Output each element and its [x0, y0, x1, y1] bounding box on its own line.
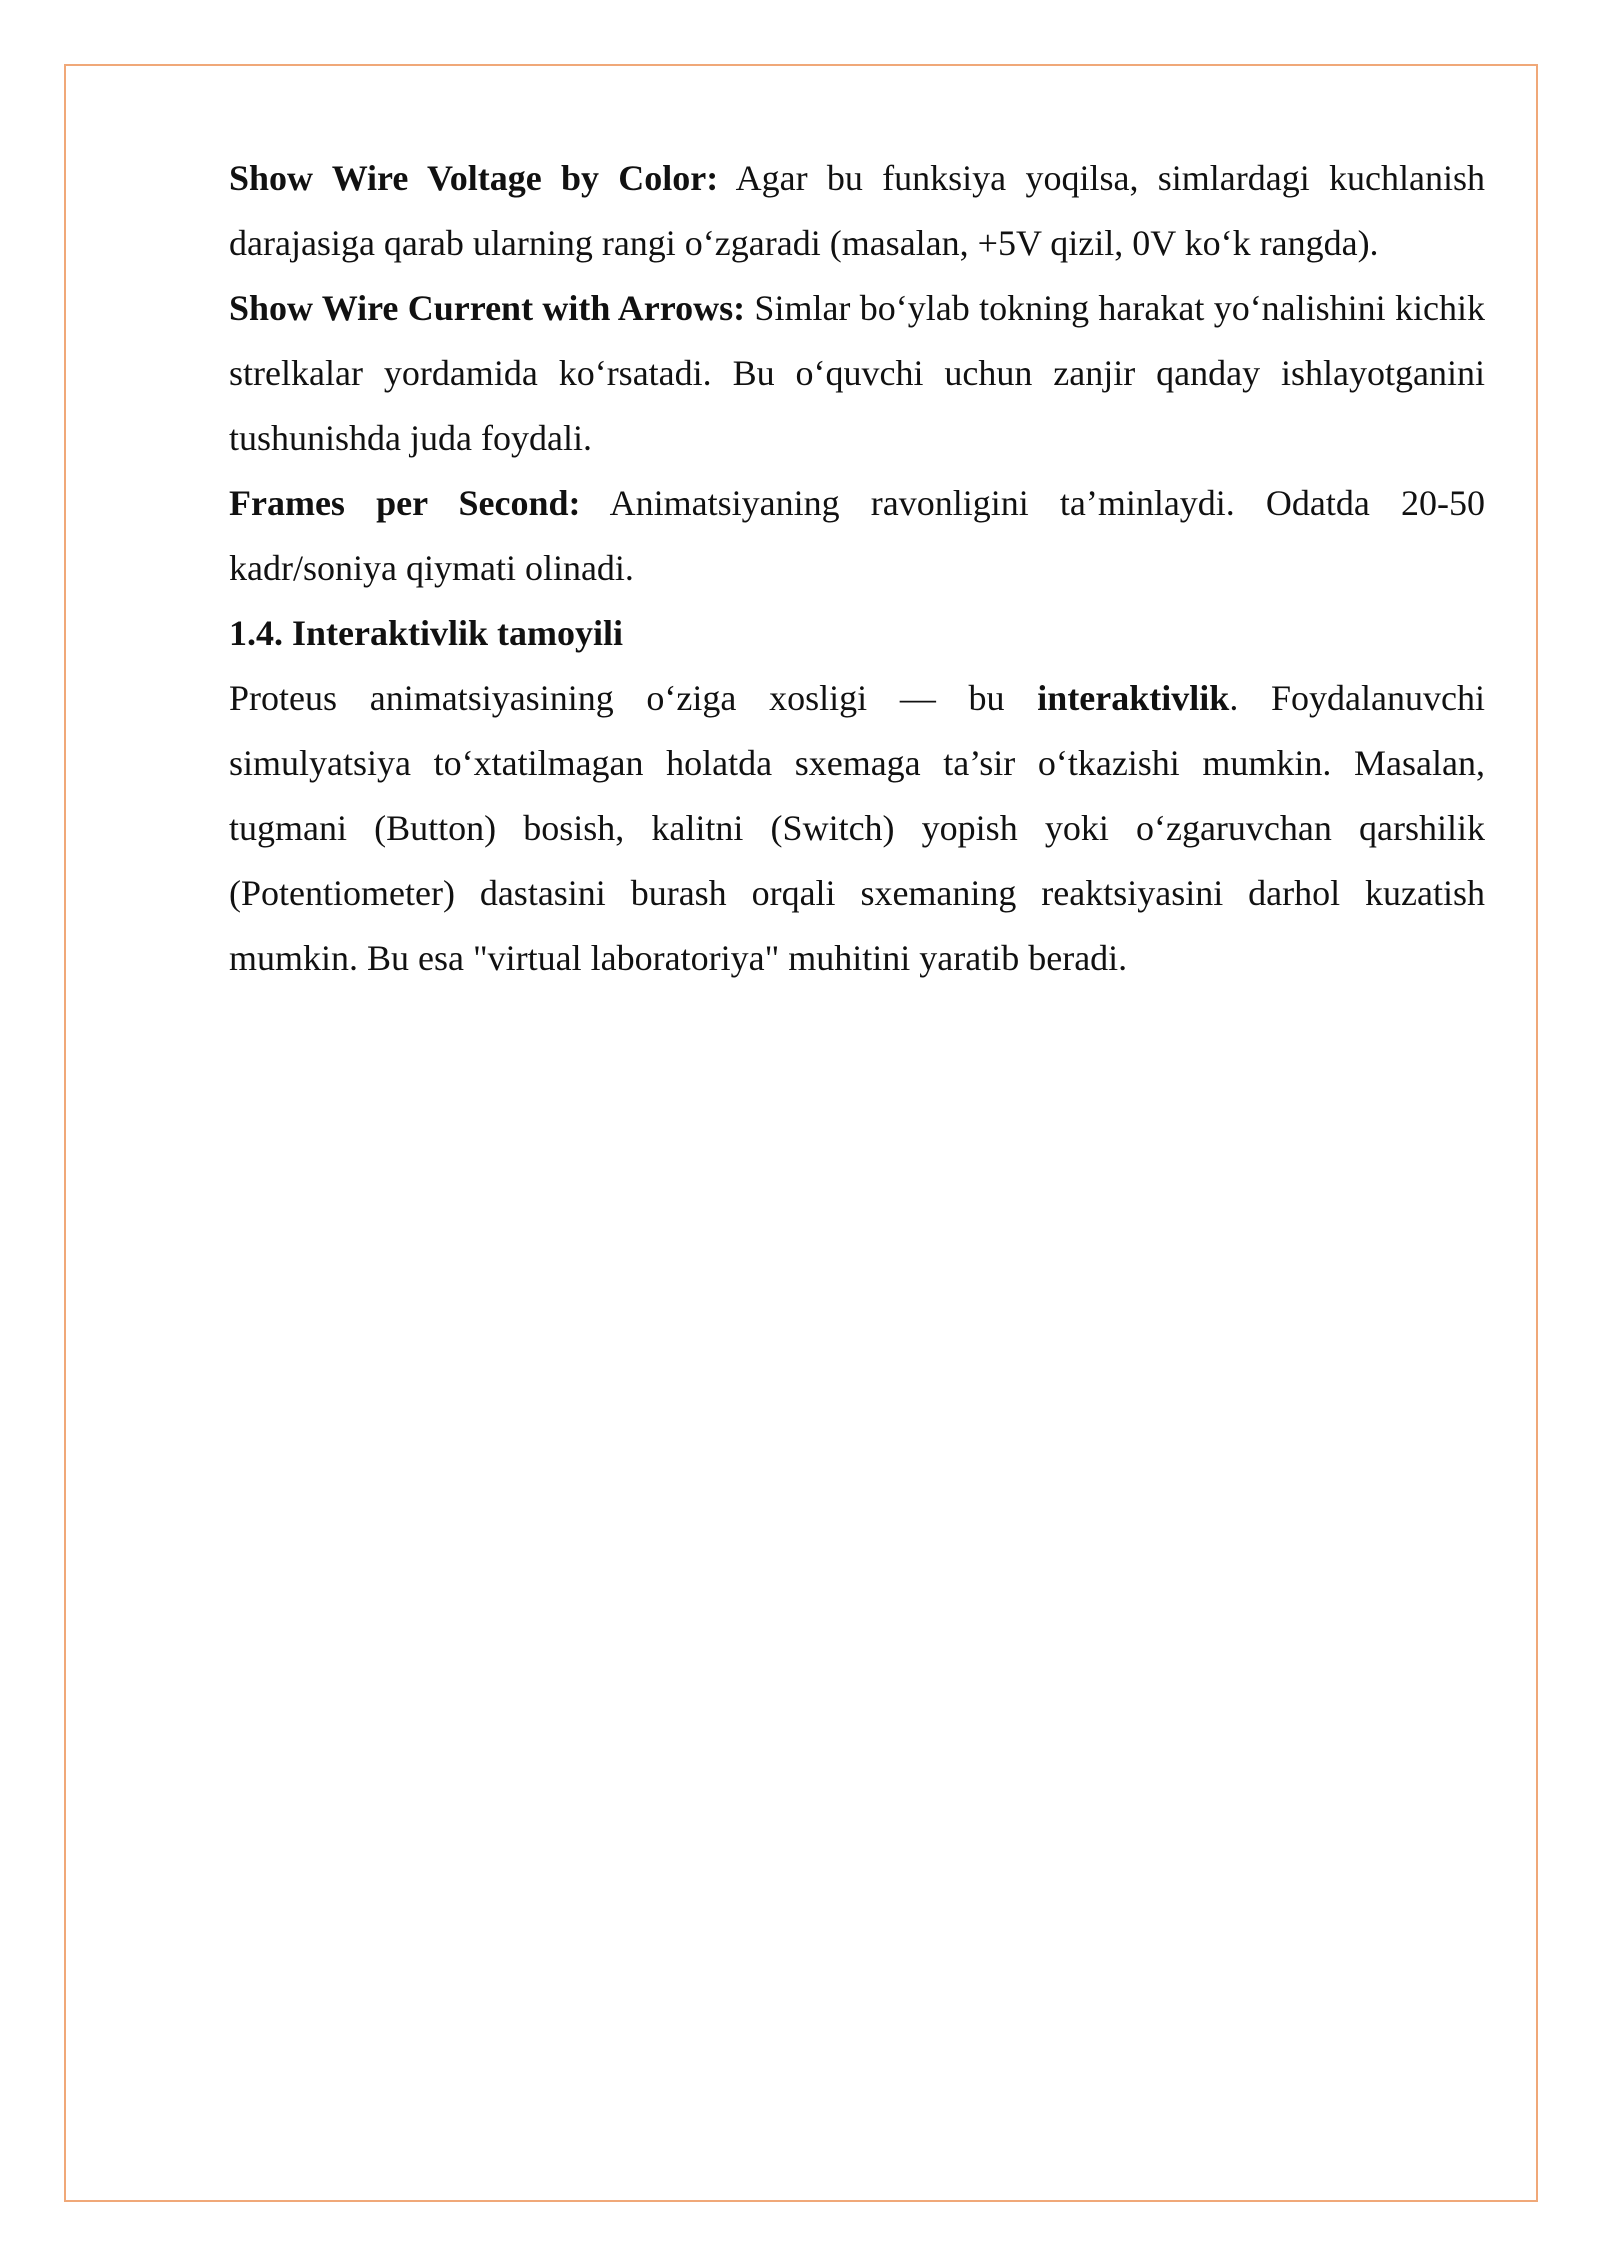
paragraph-wire-current: [229, 276, 1485, 471]
term-wire-current: Show Wire Current with Arrows:: [229, 288, 746, 328]
interactivity-keyword: interaktivlik: [1037, 678, 1230, 718]
section-heading: 1.4. Interaktivlik tamoyili: [229, 613, 623, 653]
paragraph-wire-voltage: [229, 146, 1485, 276]
paragraph-frames-per-second: [229, 471, 1485, 601]
text-frames-per-second: Animatsiyaning ravonligini ta’minlaydi. Odatda 20-50 kadr/soniya qiymati olinadi.: [229, 483, 1485, 588]
text-wire-voltage: Agar bu funksiya yoqilsa, simlardagi kuchlanish darajasiga qarab ularning rangi o‘zgaradi (masalan, +5V qizil, 0V ko‘k rangda).: [229, 158, 1485, 263]
term-frames-per-second: Frames per Second:: [229, 483, 581, 523]
interactivity-body: . Foydalanuvchi simulyatsiya to‘xtatilmagan holatda sxemaga ta’sir o‘tkazishi mumkin. Masalan, tugmani (Button) bosish, kalitni (Switch) yopish yoki o‘zgaruvchan qarshilik (Potentiometer) dastasini burash orqali sxemaning reaktsiyasini darhol kuzatish mumkin. Bu esa "virtual laboratoriya" muhitini yaratib beradi.: [229, 678, 1485, 978]
paragraph-interactivity: [229, 666, 1485, 991]
term-wire-voltage: Show Wire Voltage by Color:: [229, 158, 719, 198]
text-wire-current: Simlar bo‘ylab tokning harakat yo‘nalishini kichik strelkalar yordamida ko‘rsatadi. Bu o‘quvchi uchun zanjir qanday ishlayotganini tushunishda juda foydali.: [229, 288, 1486, 458]
document-body: [229, 146, 1485, 991]
interactivity-intro: Proteus animatsiyasining o‘ziga xosligi — bu: [229, 678, 1038, 718]
